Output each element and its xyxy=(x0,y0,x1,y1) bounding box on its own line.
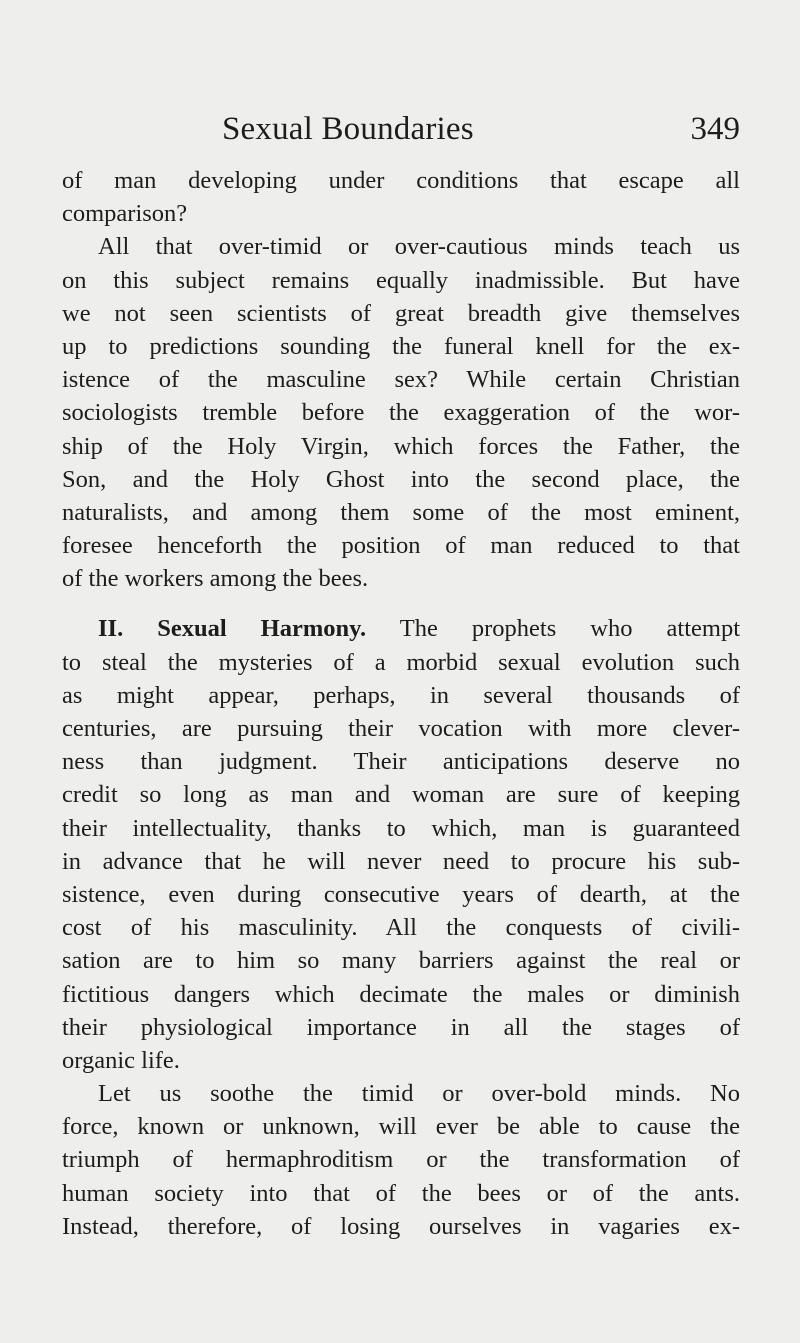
text-line: fictitious dangers which decimate the males or diminish xyxy=(62,980,740,1008)
section-gap xyxy=(62,595,740,612)
text-line: up to predictions sounding the funeral knell for the ex- xyxy=(62,332,740,360)
body-text xyxy=(62,164,740,1243)
text-line: Son, and the Holy Ghost into the second place, the xyxy=(62,465,740,493)
page-number: 349 xyxy=(690,111,740,147)
text-line: comparison? xyxy=(62,200,188,228)
text-line: of the workers among the bees. xyxy=(62,565,369,593)
text-line: their physiological importance in all the stages of xyxy=(62,1013,740,1041)
text-line: cost of his masculinity. All the conquests of civili- xyxy=(62,914,740,942)
text-line: we not seen scientists of great breadth give themselves xyxy=(62,299,740,327)
text-line: to steal the mysteries of a morbid sexual evolution such xyxy=(62,648,740,676)
section-first-line-text: The prophets who attempt xyxy=(399,615,741,643)
text-line: ness than judgment. Their anticipations deserve no xyxy=(62,748,740,776)
text-line: force, known or unknown, will ever be able to cause the xyxy=(62,1113,740,1141)
text-line: triumph of hermaphroditism or the transformation of xyxy=(62,1146,740,1174)
text-line: as might appear, perhaps, in several thousands of xyxy=(62,681,740,709)
text-line: sociologists tremble before the exaggeration of the wor- xyxy=(62,399,740,427)
text-line: sation are to him so many barriers against the real or xyxy=(62,947,740,975)
text-line: human society into that of the bees or of the ants. xyxy=(62,1179,740,1207)
text-line: ship of the Holy Virgin, which forces the Father, the xyxy=(62,432,740,460)
text-line: foresee henceforth the position of man reduced to that xyxy=(62,532,740,560)
text-line: Let us soothe the timid or over-bold minds. No xyxy=(98,1080,740,1108)
text-line: centuries, are pursuing their vocation with more clever- xyxy=(62,715,740,742)
text-line: Instead, therefore, of losing ourselves in vagaries ex- xyxy=(62,1212,740,1240)
book-page xyxy=(62,0,740,1343)
running-title: Sexual Boundaries xyxy=(222,111,474,147)
text-line: organic life. xyxy=(62,1046,180,1074)
text-line: credit so long as man and woman are sure of keeping xyxy=(62,781,740,809)
section-heading: II. Sexual Harmony. xyxy=(98,615,367,643)
text-line: sistence, even during consecutive years of dearth, at the xyxy=(62,880,740,908)
text-line: of man developing under conditions that escape all xyxy=(62,167,740,194)
text-line: naturalists, and among them some of the most eminent, xyxy=(62,498,740,526)
running-head xyxy=(62,106,740,152)
text-line: on this subject remains equally inadmissible. But have xyxy=(62,266,740,294)
text-line: in advance that he will never need to procure his sub- xyxy=(62,847,740,875)
section-first-line xyxy=(62,612,740,645)
text-line: All that over-timid or over-cautious minds teach us xyxy=(98,233,740,261)
text-line: their intellectuality, thanks to which, man is guaranteed xyxy=(62,814,740,842)
text-line: istence of the masculine sex? While certain Christian xyxy=(62,366,740,394)
